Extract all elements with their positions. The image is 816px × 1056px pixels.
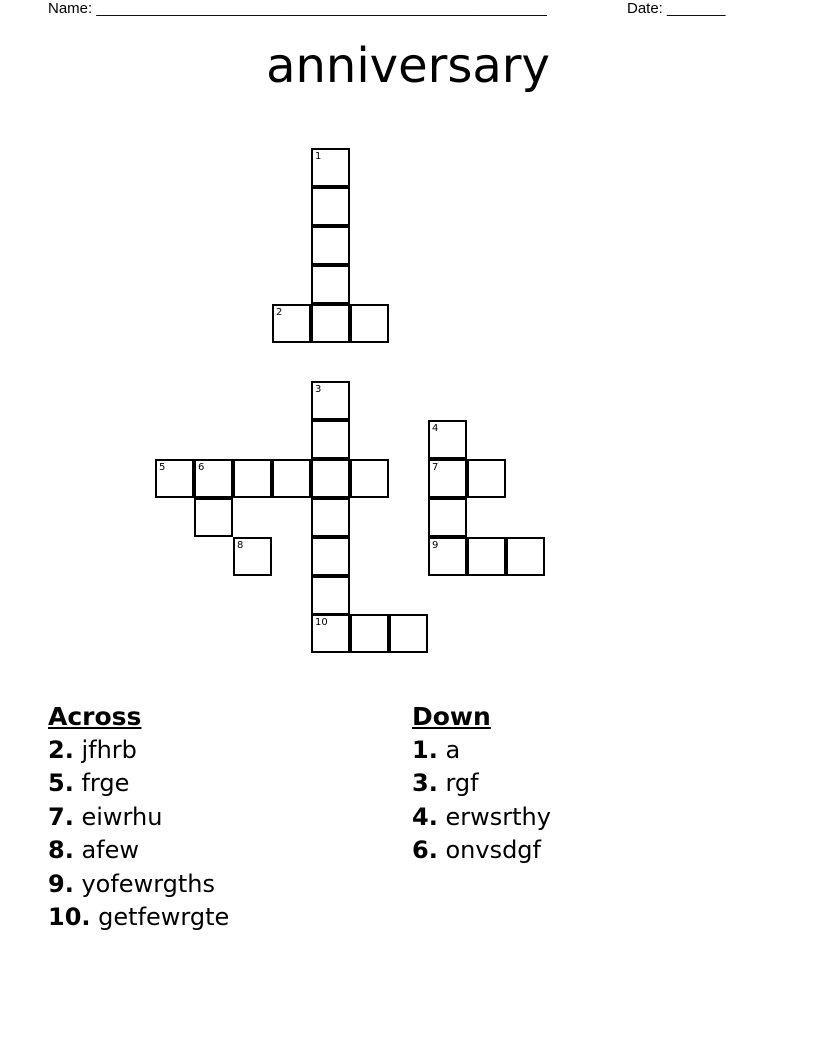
clue-text: erwsrthy [445,802,551,831]
grid-cell[interactable] [233,459,272,498]
clue-number: 5 [159,462,166,473]
clue-text: afew [81,836,140,865]
grid-cell[interactable] [428,420,467,459]
clue-item [412,767,551,800]
grid-cell[interactable] [428,537,467,576]
across-heading: Across [48,702,142,731]
clue-text: yofewrgths [81,869,216,898]
name-field[interactable]: Name: ______________________________________________________ [48,0,547,17]
clue-number: 8 [237,540,244,551]
worksheet-header [0,0,816,18]
clue-number: 3 [315,384,322,395]
grid-cell[interactable] [350,304,389,343]
clue-number: 10 [315,617,328,628]
grid-cell[interactable] [311,537,350,576]
grid-cell[interactable] [389,614,428,653]
clue-num: 1. [412,736,438,764]
grid-cell[interactable] [350,459,389,498]
clue-text: jfhrb [81,736,137,764]
clue-number: 6 [198,462,205,473]
grid-cell[interactable] [311,226,350,265]
grid-cell[interactable] [311,381,350,420]
grid-cell[interactable] [311,614,350,653]
clue-num: 10. [48,903,91,932]
clue-number: 9 [432,540,439,551]
clue-item [412,801,551,834]
across-clues [48,700,229,934]
clue-item [48,868,229,901]
clue-item [412,834,551,867]
clue-num: 8. [48,836,74,865]
grid-cell[interactable] [272,304,311,343]
grid-cell[interactable] [311,148,350,187]
clue-num: 4. [412,802,438,831]
clue-num: 5. [48,769,74,798]
grid-cell[interactable] [311,265,350,304]
clue-number: 7 [432,462,439,473]
clue-item [48,767,229,800]
clue-num: 7. [48,802,74,831]
grid-cell[interactable] [311,187,350,226]
clue-num: 9. [48,869,74,898]
grid-cell[interactable] [467,537,506,576]
clue-text: onvsdgf [445,836,541,865]
clue-num: 3. [412,769,438,798]
grid-cell[interactable] [155,459,194,498]
grid-cell[interactable] [233,537,272,576]
grid-cell[interactable] [311,459,350,498]
grid-cell[interactable] [311,420,350,459]
clue-text: eiwrhu [81,802,163,831]
grid-cell[interactable] [350,614,389,653]
clue-num: 2. [48,736,74,764]
down-clues [412,700,551,868]
down-heading: Down [412,702,491,731]
clue-item [48,901,229,934]
clue-text: a [445,736,461,764]
clue-text: rgf [445,769,479,798]
clue-text: frge [81,769,130,798]
grid-cell[interactable] [311,304,350,343]
clue-text: getfewrgte [98,903,230,932]
puzzle-title: anniversary [266,38,550,94]
grid-cell[interactable] [428,459,467,498]
grid-cell[interactable] [194,459,233,498]
clue-item [48,834,229,867]
clue-num: 6. [412,836,438,865]
clue-item [48,734,229,767]
clue-number: 4 [432,423,439,434]
clue-number: 1 [315,151,322,162]
grid-cell[interactable] [194,498,233,537]
clue-item [412,734,551,767]
grid-cell[interactable] [506,537,545,576]
grid-cell[interactable] [467,459,506,498]
clue-number: 2 [276,307,283,318]
grid-cell[interactable] [272,459,311,498]
date-field[interactable]: Date: _______ [627,0,726,17]
clue-item [48,801,229,834]
grid-cell[interactable] [311,498,350,537]
grid-cell[interactable] [428,498,467,537]
grid-cell[interactable] [311,576,350,615]
